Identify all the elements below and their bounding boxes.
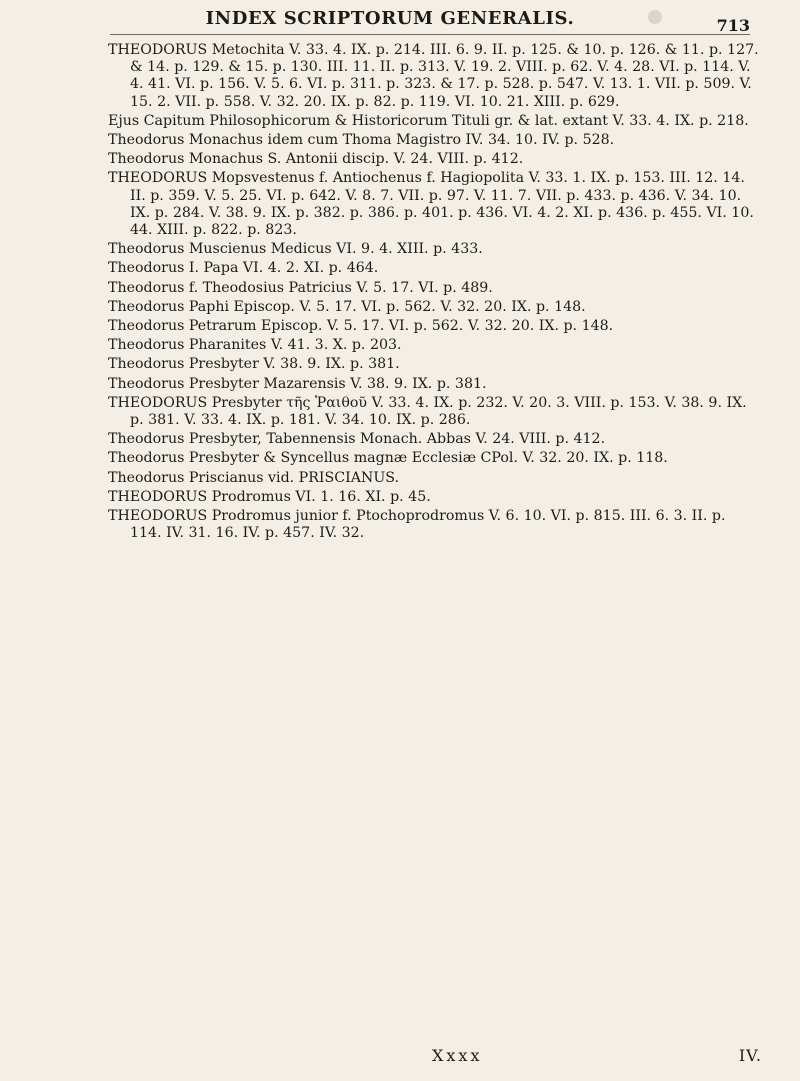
index-entry: Theodorus Presbyter & Syncellus magnæ Ecclesiæ CPol. V. 32. 20. IX. p. 118. bbox=[108, 450, 668, 467]
index-entry: Theodorus Paphi Episcop. V. 5. 17. VI. p. 562. V. 32. 20. IX. p. 148. bbox=[108, 298, 586, 315]
index-entries bbox=[108, 42, 760, 544]
catchword: IV. bbox=[738, 1046, 762, 1065]
index-entry: Theodorus Priscianus vid. PRISCIANUS. bbox=[108, 469, 400, 486]
index-entry: Theodorus Presbyter, Tabennensis Monach. Abbas V. 24. VIII. p. 412. bbox=[108, 431, 606, 448]
index-entry: Theodorus Petrarum Episcop. V. 5. 17. VI. p. 562. V. 32. 20. IX. p. 148. bbox=[108, 318, 614, 335]
index-entry: Theodorus f. Theodosius Patricius V. 5. 17. VI. p. 489. bbox=[108, 279, 493, 296]
index-entry: Theodorus I. Papa VI. 4. 2. XI. p. 464. bbox=[108, 260, 379, 277]
index-entry: Ejus Capitum Philosophicorum & Historicorum Tituli gr. & lat. extant V. 33. 4. IX. p. 218. bbox=[108, 112, 749, 129]
index-entry: Theodorus Presbyter V. 38. 9. IX. p. 381. bbox=[108, 356, 400, 373]
index-entry: Theodorus Presbyter Mazarensis V. 38. 9. IX. p. 381. bbox=[108, 375, 487, 392]
index-entry: THEODORUS Metochita V. 33. 4. IX. p. 214. III. 6. 9. II. p. 125. & 10. p. 126. & 11. p. 127. & 14. p. 129. & 15. p. 130. III. 11. II. p. 313. V. 19. 2. VIII. p. 62. V. 4. 28. VI. p. 114. V. 4. 41. VI. p. 156. V. 5. 6. VI. p. 311. p. 323. & 17. p. 528. p. 547. V. 13. 1. VII. p. 509. V. 15. 2. VII. p. 558. V. 32. 20. IX. p. 82. p. 119. VI. 10. 21. XIII. p. 629. bbox=[108, 42, 759, 110]
index-entry: Theodorus Pharanites V. 41. 3. X. p. 203. bbox=[108, 337, 402, 354]
index-entry: Theodorus Muscienus Medicus VI. 9. 4. XIII. p. 433. bbox=[108, 241, 483, 258]
page-header-title: INDEX SCRIPTORUM GENERALIS. bbox=[205, 8, 575, 29]
page-number: 713 bbox=[716, 16, 750, 35]
index-entry: THEODORUS Prodromus VI. 1. 16. XI. p. 45. bbox=[108, 488, 431, 505]
index-entry: Theodorus Monachus idem cum Thoma Magistro IV. 34. 10. IV. p. 528. bbox=[108, 132, 615, 149]
signature-mark: Xxxx bbox=[432, 1046, 483, 1065]
index-entry: THEODORUS Presbyter τῆς Ῥαιθοῦ V. 33. 4. IX. p. 232. V. 20. 3. VIII. p. 153. V. 38. 9. IX. p. 381. V. 33. 4. IX. p. 181. V. 34. 10. IX. p. 286. bbox=[108, 394, 747, 429]
index-entry: THEODORUS Prodromus junior f. Ptochoprodromus V. 6. 10. VI. p. 815. III. 6. 3. II. p. 114. IV. 31. 16. IV. p. 457. IV. 32. bbox=[108, 508, 726, 542]
ink-spot bbox=[648, 10, 662, 24]
index-entry: Theodorus Monachus S. Antonii discip. V. 24. VIII. p. 412. bbox=[108, 151, 524, 168]
index-entry: THEODORUS Mopsvestenus f. Antiochenus f. Hagiopolita V. 33. 1. IX. p. 153. III. 12. 14. II. p. 359. V. 5. 25. VI. p. 642. V. 8. 7. VII. p. 97. V. 11. 7. VII. p. 433. p. 436. V. 34. 10. IX. p. 284. V. 38. 9. IX. p. 382. p. 386. p. 401. p. 436. VI. 4. 2. XI. p. 436. p. 455. VI. 10. 44. XIII. p. 822. p. 823. bbox=[108, 170, 754, 239]
